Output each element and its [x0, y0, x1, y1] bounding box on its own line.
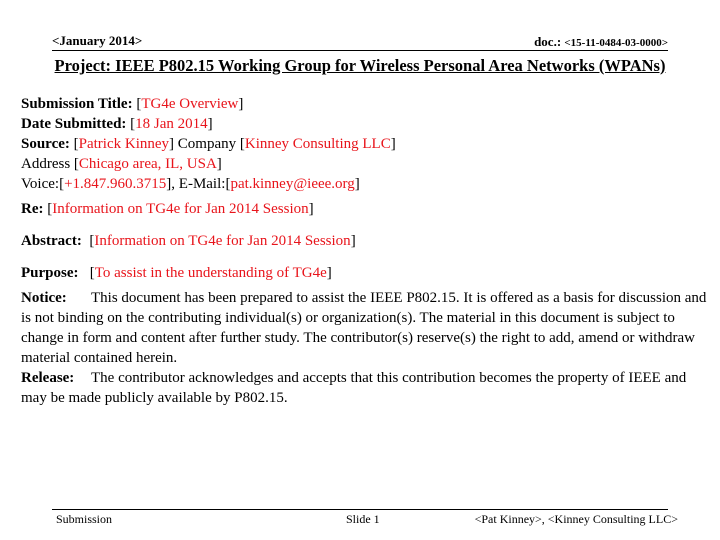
- address-value: Chicago area, IL, USA: [78, 156, 217, 172]
- footer-submission: Submission: [56, 512, 113, 526]
- release-paragraph: [21, 368, 711, 408]
- contact-line: Voice:[+1.847.960.3715], E-Mail:[pat.kinney@ieee.org]: [21, 176, 360, 192]
- header-doc-id: [534, 34, 668, 50]
- re-line: Re: [Information on TG4e for Jan 2014 Session]: [21, 201, 314, 217]
- re-label: Re:: [21, 201, 44, 217]
- notice-paragraph: [21, 288, 711, 368]
- submission-title-value: TG4e Overview: [141, 96, 239, 112]
- submission-title-label: Submission Title:: [21, 96, 133, 112]
- project-title: Project: IEEE P802.15 Working Group for Wireless Personal Area Networks (WPANs): [54, 56, 666, 75]
- notice-text: This document has been prepared to assist the IEEE P802.15. It is offered as a basis for discussion and is not binding on the contributing individual(s) or organization(s). The material in this document is subject to change in form and content after further study. The contributor(s) reserve(s) the right to add, amend or withdraw material contained herein.: [21, 290, 707, 366]
- re-value: Information on TG4e for Jan 2014 Session: [52, 201, 309, 217]
- company-label: Company: [177, 136, 237, 152]
- release-text: The contributor acknowledges and accepts that this contribution becomes the property of IEEE and may be made publicly available by P802.15.: [21, 370, 687, 406]
- date-submitted-value: 18 Jan 2014: [135, 116, 208, 132]
- release-label: Release:: [21, 370, 75, 386]
- footer-divider: [52, 509, 668, 510]
- date-submitted-line: Date Submitted: [18 Jan 2014]: [21, 116, 213, 132]
- doc-number: <15-11-0484-03-0000>: [564, 37, 668, 49]
- abstract-line: Abstract: [Information on TG4e for Jan 2014 Session]: [21, 233, 356, 249]
- company-value: Kinney Consulting LLC: [244, 136, 391, 152]
- date-submitted-label: Date Submitted:: [21, 116, 127, 132]
- email-value: pat.kinney@ieee.org: [230, 176, 355, 192]
- doc-label: doc.:: [534, 34, 565, 49]
- source-line: Source: [Patrick Kinney] Company [Kinney Consulting LLC]: [21, 136, 396, 152]
- email-label: E-Mail:: [178, 176, 226, 192]
- address-line: Address [Chicago area, IL, USA]: [21, 156, 222, 172]
- source-value: Patrick Kinney: [78, 136, 170, 152]
- purpose-label: Purpose:: [21, 265, 79, 281]
- purpose-line: Purpose: [To assist in the understanding of TG4e]: [21, 265, 332, 281]
- header-date: <January 2014>: [52, 33, 143, 48]
- purpose-value: To assist in the understanding of TG4e: [94, 265, 327, 281]
- abstract-label: Abstract:: [21, 233, 82, 249]
- notice-label: Notice:: [21, 290, 67, 306]
- header-divider: [52, 50, 668, 51]
- submission-title-line: Submission Title: [TG4e Overview]: [21, 96, 244, 112]
- submission-details: [21, 94, 711, 408]
- footer-slide-number: Slide 1: [346, 512, 380, 526]
- address-label: Address: [21, 156, 71, 172]
- footer-author: <Pat Kinney>, <Kinney Consulting LLC>: [474, 512, 678, 526]
- source-label: Source:: [21, 136, 70, 152]
- voice-value: +1.847.960.3715: [64, 176, 167, 192]
- abstract-value: Information on TG4e for Jan 2014 Session: [94, 233, 351, 249]
- voice-label: Voice:: [21, 176, 60, 192]
